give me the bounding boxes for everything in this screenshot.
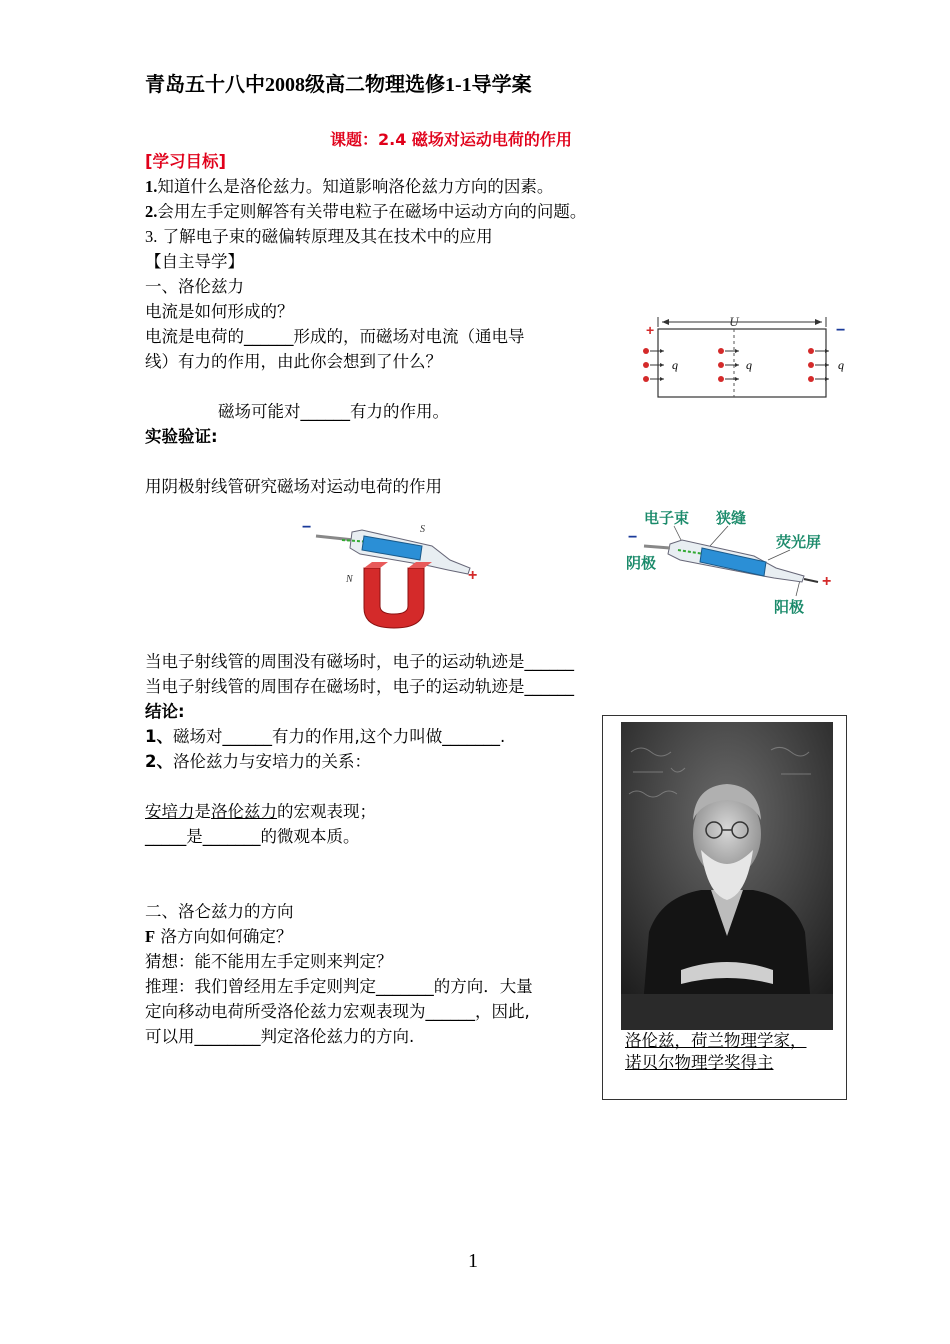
figure-labeled-tube <box>604 500 852 618</box>
charge-label-left: q <box>672 358 678 372</box>
conclusion-1: 1、磁场对______有力的作用,这个力叫做_______. <box>145 727 506 746</box>
lorentz-portrait <box>621 722 833 1030</box>
micro-essence: _____是_______的微观本质。 <box>145 827 360 846</box>
no-field-trajectory: 当电子射线管的周围没有磁场时，电子的运动轨迹是______ <box>145 652 574 671</box>
voltage-label: U <box>729 314 739 329</box>
wire-minus: − <box>836 322 846 339</box>
objective-2: 2.会用左手定则解答有关带电粒子在磁场中运动方向的问题。 <box>145 202 587 221</box>
charge-group-middle <box>718 348 752 382</box>
guess-statement: 磁场可能对______有力的作用。 <box>218 402 449 421</box>
reasoning-line-2: 定向移动电荷所受洛伦兹力宏观表现为______，因此, <box>145 1002 530 1021</box>
objectives-heading: [学习目标] <box>145 152 227 171</box>
tube-magnet-plus: + <box>468 567 478 584</box>
with-field-trajectory: 当电子射线管的周围存在磁场时，电子的运动轨迹是______ <box>145 677 574 696</box>
labeled-tube-minus: − <box>628 529 638 546</box>
north-pole-label: N <box>346 574 353 585</box>
guess-left-hand: 猜想：能不能用左手定则来判定？ <box>145 952 393 971</box>
charge-label-middle: q <box>746 358 752 372</box>
guide-heading: 【自主导学】 <box>145 252 244 271</box>
charge-group-left <box>643 348 678 382</box>
ampere-relation: 安培力是洛伦兹力的宏观表现； <box>145 802 376 821</box>
charge-label-right: q <box>838 358 844 372</box>
labeled-tube-plus: + <box>822 573 832 590</box>
wire-plus: + <box>646 322 655 338</box>
page-title: 青岛五十八中2008级高二物理选修1-1导学案 <box>145 74 532 96</box>
tube-study: 用阴极射线管研究磁场对运动电荷的作用 <box>145 477 442 496</box>
portrait-caption-line-1: 洛伦兹，荷兰物理学家， <box>625 1031 807 1050</box>
screen-label: 荧光屏 <box>776 533 822 551</box>
cathode-label: 阴极 <box>626 554 657 572</box>
figure-tube-with-magnet <box>292 510 492 635</box>
reasoning-line-1: 推理：我们曾经用左手定则判定_______的方向．大量 <box>145 977 533 996</box>
portrait-caption-line-2: 诺贝尔物理学奖得主 <box>625 1053 774 1072</box>
section-2-heading: 二、洛仑兹力的方向 <box>145 902 294 921</box>
tube-magnet-minus: − <box>302 519 312 536</box>
question-current: 电流是如何形成的？ <box>145 302 294 321</box>
force-direction-question: F 洛方向如何确定？ <box>145 927 293 946</box>
conclusion-label: 结论: <box>145 702 185 721</box>
portrait-box <box>602 715 847 1100</box>
page-number: 1 <box>468 1250 478 1272</box>
slit-label: 狭缝 <box>716 509 747 527</box>
section-1-heading: 一、洛伦兹力 <box>145 277 244 296</box>
question-2-line-1: 电流是电荷的______形成的，而磁场对电流（通电导 <box>145 327 525 346</box>
reasoning-line-3: 可以用________判定洛伦兹力的方向. <box>145 1027 415 1046</box>
electron-beam-label: 电子束 <box>644 509 690 527</box>
conclusion-2: 2、洛伦兹力与安培力的关系： <box>145 752 371 771</box>
question-2-line-2: 线）有力的作用，由此你会想到了什么？ <box>145 352 442 371</box>
figure-wire-charges <box>606 305 872 430</box>
objective-1: 1.知道什么是洛伦兹力。知道影响洛伦兹力方向的因素。 <box>145 177 554 196</box>
south-pole-label: S <box>420 524 425 535</box>
lesson-title: 课题：2.4 磁场对运动电荷的作用 <box>330 130 572 149</box>
experiment-label: 实验验证: <box>145 427 218 446</box>
objective-3: 3. 了解电子束的磁偏转原理及其在技术中的应用 <box>145 227 493 246</box>
anode-label: 阳极 <box>774 598 805 616</box>
